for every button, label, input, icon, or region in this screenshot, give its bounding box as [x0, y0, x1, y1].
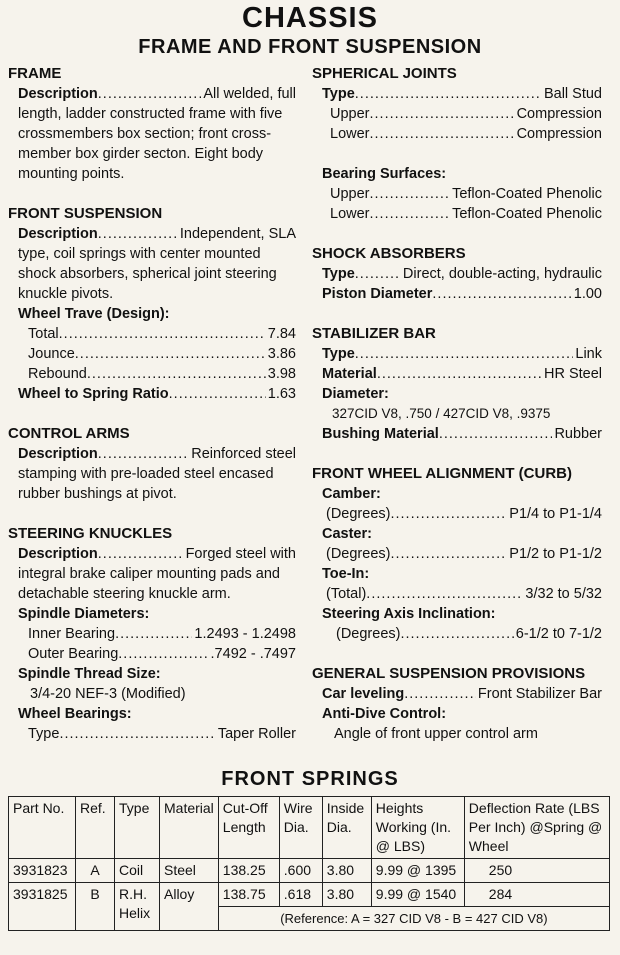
- sb-material-row: [322, 364, 602, 384]
- type-value: Direct, double-acting, hydraulic: [402, 266, 602, 282]
- front-springs-heading: FRONT SPRINGS: [221, 768, 399, 790]
- cell-heights: 9.99 @ 1395: [371, 859, 464, 883]
- upper-value: Compression: [516, 106, 602, 122]
- steering-knuckles-description-text: integral brake caliper mounting pads and detachable steering knuckle arm.: [18, 566, 280, 602]
- front-springs-table: [8, 796, 610, 931]
- camber-label: Camber:: [322, 486, 381, 502]
- frame-description-text: length, ladder constructed frame with five crossmembers box section; front cross-member box girder secton. Eight body mounting points.: [18, 106, 283, 182]
- spindle-thread-label: Spindle Thread Size:: [18, 666, 161, 682]
- diameter-label: Diameter:: [322, 386, 389, 402]
- stabilizer-bar-section: [312, 324, 602, 444]
- jounce-value: 3.86: [267, 346, 296, 362]
- cell-deflection: 284: [464, 883, 609, 907]
- caster-sub-label: (Degrees): [326, 546, 391, 562]
- header-inside: Inside Dia.: [322, 797, 371, 859]
- header-heights: Heights Working (In. @ LBS): [371, 797, 464, 859]
- cell-heights: 9.99 @ 1540: [371, 883, 464, 907]
- cell-inside: 3.80: [322, 859, 371, 883]
- steering-knuckles-description-row: [18, 544, 296, 564]
- header-wire: Wire Dia.: [279, 797, 322, 859]
- page-title: CHASSIS: [242, 2, 378, 34]
- spherical-joints-heading: SPHERICAL JOINTS: [312, 65, 457, 82]
- control-arms-description-row: [18, 444, 296, 464]
- front-suspension-heading: FRONT SUSPENSION: [8, 205, 163, 222]
- bearing-type-label: Type: [28, 726, 60, 742]
- description-label: Description: [18, 546, 98, 562]
- description-value: Reinforced steel: [191, 446, 296, 462]
- inner-bearing-row: [18, 624, 296, 644]
- cell-part: 3931825: [9, 883, 76, 931]
- front-suspension-description-text: type, coil springs with center mounted shock absorbers, spherical joint steering knuckle pivots.: [18, 246, 277, 302]
- front-suspension-section: [8, 204, 296, 404]
- caster-label: Caster:: [322, 526, 372, 542]
- total-label: Total: [28, 326, 59, 342]
- wheel-travel-label: Wheel Trave (Design):: [18, 306, 170, 322]
- spherical-joints-section: [312, 64, 602, 224]
- cell-cutoff: 138.25: [218, 859, 279, 883]
- frame-description-row: [18, 84, 296, 104]
- rebound-value: 3.98: [267, 366, 296, 382]
- bs-upper-value: Teflon-Coated Phenolic: [452, 186, 602, 202]
- toe-in-row: [322, 584, 602, 604]
- lower-value: Compression: [516, 126, 602, 142]
- control-arms-description-text: stamping with pre-loaded steel encased rubber bushings at pivot.: [18, 466, 274, 502]
- sj-upper-row: [322, 104, 602, 124]
- camber-value: P1/4 to P1-1/4: [509, 506, 602, 522]
- bs-lower-label: Lower: [330, 206, 370, 222]
- cell-wire: .600: [279, 859, 322, 883]
- jounce-row: [18, 344, 296, 364]
- shock-absorbers-heading: SHOCK ABSORBERS: [312, 245, 466, 262]
- piston-label: Piston Diameter: [322, 286, 433, 302]
- rebound-label: Rebound: [28, 366, 87, 382]
- car-leveling-label: Car leveling: [322, 686, 405, 702]
- bs-lower-row: [322, 204, 602, 224]
- jounce-label: Jounce: [28, 346, 75, 362]
- cell-material: Alloy: [160, 883, 219, 931]
- upper-label: Upper: [330, 106, 370, 122]
- outer-bearing-value: .7492 - .7497: [210, 646, 296, 662]
- stabilizer-bar-heading: STABILIZER BAR: [312, 325, 436, 342]
- sai-value: 6-1/2 t0 7-1/2: [515, 626, 602, 642]
- table-row: [9, 883, 610, 907]
- type-label: Type: [322, 266, 355, 282]
- car-leveling-row: [322, 684, 602, 704]
- sj-lower-row: [322, 124, 602, 144]
- cell-cutoff: 138.75: [218, 883, 279, 907]
- toe-in-label: Toe-In:: [322, 566, 370, 582]
- caster-value: P1/2 to P1-1/2: [509, 546, 602, 562]
- sai-row: [322, 624, 602, 644]
- outer-bearing-row: [18, 644, 296, 664]
- type-label: Type: [322, 86, 355, 102]
- steering-knuckles-section: [8, 524, 296, 744]
- material-label: Material: [322, 366, 377, 382]
- cell-type: R.H. Helix: [115, 883, 160, 931]
- front-suspension-description-row: [18, 224, 296, 244]
- page-subtitle: FRAME AND FRONT SUSPENSION: [138, 36, 482, 58]
- material-value: HR Steel: [543, 366, 602, 382]
- cell-inside: 3.80: [322, 883, 371, 907]
- caster-row: [322, 544, 602, 564]
- bs-lower-value: Teflon-Coated Phenolic: [452, 206, 602, 222]
- bs-upper-label: Upper: [330, 186, 370, 202]
- description-value: Forged steel with: [185, 546, 296, 562]
- bushing-label: Bushing Material: [322, 426, 439, 442]
- rebound-row: [18, 364, 296, 384]
- cell-deflection: 250: [464, 859, 609, 883]
- car-leveling-value: Front Stabilizer Bar: [477, 686, 602, 702]
- reference-note: (Reference: A = 327 CID V8 - B = 427 CID V8): [218, 907, 609, 931]
- inner-bearing-label: Inner Bearing: [28, 626, 116, 642]
- sai-label: Steering Axis Inclination:: [322, 606, 496, 622]
- type-label: Type: [322, 346, 355, 362]
- header-part: Part No.: [9, 797, 76, 859]
- table-row: [9, 859, 610, 883]
- anti-dive-label: Anti-Dive Control:: [322, 706, 447, 722]
- frame-section: [8, 64, 296, 184]
- cell-material: Steel: [160, 859, 219, 883]
- alignment-section: [312, 464, 602, 644]
- ratio-value: 1.63: [267, 386, 296, 402]
- outer-bearing-label: Outer Bearing: [28, 646, 119, 662]
- description-label: Description: [18, 86, 98, 102]
- toe-in-sub-label: (Total): [326, 586, 367, 602]
- sb-bushing-row: [322, 424, 602, 444]
- general-provisions-section: [312, 664, 602, 744]
- camber-row: [322, 504, 602, 524]
- header-type: Type: [115, 797, 160, 859]
- type-value: Ball Stud: [543, 86, 602, 102]
- wheel-spring-ratio-row: [18, 384, 296, 404]
- total-value: 7.84: [267, 326, 296, 342]
- sai-sub-label: (Degrees): [336, 626, 401, 642]
- cell-type: Coil: [115, 859, 160, 883]
- wheel-bearings-label: Wheel Bearings:: [18, 706, 132, 722]
- description-value: Independent, SLA: [179, 226, 296, 242]
- header-material: Material: [160, 797, 219, 859]
- control-arms-heading: CONTROL ARMS: [8, 425, 130, 442]
- header-deflection: Deflection Rate (LBS Per Inch) @Spring @ Wheel: [464, 797, 609, 859]
- shock-absorbers-section: [312, 244, 602, 304]
- bearing-surfaces-label: Bearing Surfaces:: [322, 166, 447, 182]
- header-ref: Ref.: [76, 797, 115, 859]
- bearing-type-row: [18, 724, 296, 744]
- sb-type-row: [322, 344, 602, 364]
- cell-ref: A: [76, 859, 115, 883]
- description-label: Description: [18, 226, 98, 242]
- spindle-diameters-label: Spindle Diameters:: [18, 606, 150, 622]
- alignment-heading: FRONT WHEEL ALIGNMENT (CURB): [312, 465, 572, 482]
- total-row: [18, 324, 296, 344]
- cell-part: 3931823: [9, 859, 76, 883]
- toe-in-value: 3/32 to 5/32: [525, 586, 602, 602]
- bs-upper-row: [322, 184, 602, 204]
- left-column: [8, 64, 296, 744]
- cell-wire: .618: [279, 883, 322, 907]
- right-column: [312, 64, 602, 744]
- diameter-value: 327CID V8, .750 / 427CID V8, .9375: [332, 406, 551, 421]
- piston-diameter-row: [322, 284, 602, 304]
- header-cutoff: Cut-Off Length: [218, 797, 279, 859]
- table-header-row: [9, 797, 610, 859]
- spindle-thread-value: 3/4-20 NEF-3 (Modified): [30, 686, 186, 702]
- anti-dive-value: Angle of front upper control arm: [334, 726, 538, 742]
- sa-type-row: [322, 264, 602, 284]
- type-value: Link: [575, 346, 602, 362]
- inner-bearing-value: 1.2493 - 1.2498: [194, 626, 296, 642]
- bushing-value: Rubber: [554, 426, 602, 442]
- cell-ref: B: [76, 883, 115, 931]
- ratio-label: Wheel to Spring Ratio: [18, 386, 169, 402]
- general-provisions-heading: GENERAL SUSPENSION PROVISIONS: [312, 665, 586, 682]
- sj-type-row: [322, 84, 602, 104]
- frame-heading: FRAME: [8, 65, 62, 82]
- camber-sub-label: (Degrees): [326, 506, 391, 522]
- lower-label: Lower: [330, 126, 370, 142]
- control-arms-section: [8, 424, 296, 504]
- piston-value: 1.00: [573, 286, 602, 302]
- bearing-type-value: Taper Roller: [217, 726, 296, 742]
- steering-knuckles-heading: STEERING KNUCKLES: [8, 525, 173, 542]
- description-label: Description: [18, 446, 98, 462]
- description-value: All welded, full: [203, 86, 296, 102]
